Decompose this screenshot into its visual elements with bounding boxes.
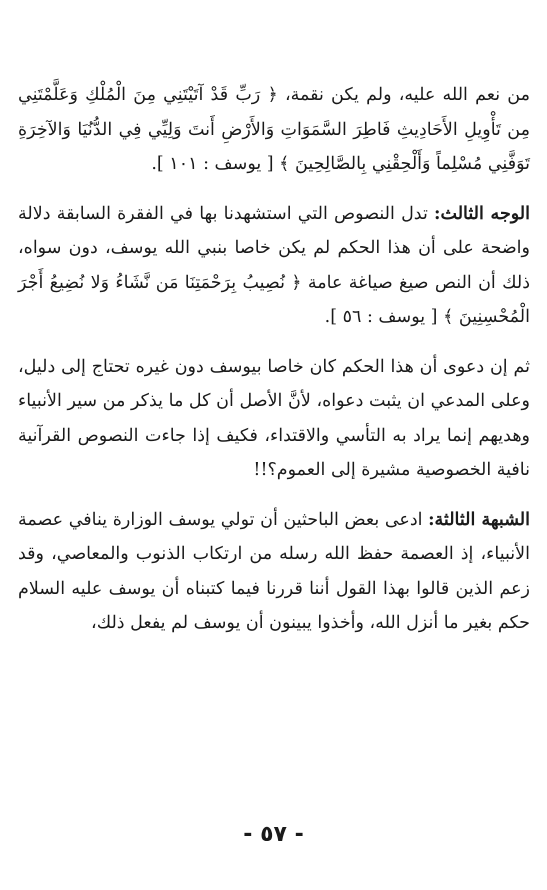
paragraph-4-text: ادعى بعض الباحثين أن تولي يوسف الوزارة ينافي عصمة الأنبياء، إذ العصمة حفظ الله رسله من ارتكاب الذنوب والمعاصي، وقد زعم الذين قالوا بهذا القول أننا قررنا فيما كتبناه أن يوسف عليه السلام حكم بغير ما أنزل الله، وأخذوا يبينون أن يوسف لم يفعل ذلك، [18,509,530,633]
paragraph-3-text: ثم إن دعوى أن هذا الحكم كان خاصا بيوسف دون غيره تحتاج إلى دليل، وعلى المدعي ان يثبت دعواه، لأنَّ الأصل أن كل ما يذكر من سير الأنبياء وهديهم إنما يراد به التأسي والاقتداء، فكيف إذا جاءت النصوص القرآنية نافية الخصوصية مشيرة إلى العموم؟!! [18,356,530,480]
paragraph-1-text: من نعم الله عليه، ولم يكن نقمة، ﴿ رَبِّ قَدْ آتَيْتَنِي مِنَ الْمُلْكِ وَعَلَّمْتَنِي مِن تَأْوِيلِ الأَحَادِيثِ فَاطِرَ السَّمَوَاتِ وَالأَرْضِ أَنتَ وَلِيِّي فِي الدُّنُيَا وَالآخِرَةِ تَوَفَّنِي مُسْلِماً وَأَلْحِقْنِي بِالصَّالِحِينَ ﴾ [ يوسف : [18,85,530,174]
page-number: - ٥٧ - [243,822,304,847]
paragraph-2 [18,197,530,335]
page-body [18,78,530,641]
paragraph-1 [18,78,530,182]
paragraph-3 [18,350,530,488]
paragraph-2-text: تدل النصوص التي استشهدنا بها في الفقرة السابقة دلالة واضحة على أن هذا الحكم لم يكن خاصا بنبي الله يوسف، دون سواه، ذلك أن النص صيغ صياغة عامة ﴿ نُصِيبُ بِرَحْمَتِنَا مَن نَّشَاءُ وَلا نُضِيعُ أَجْرَ الْمُحْسِنِينَ ﴾ [ يوسف : ٥٦ ]. [18,203,530,327]
paragraph-4 [18,503,530,641]
paragraph-4-heading: الشبهة الثالثة: [428,509,530,530]
paragraph-2-heading: الوجه الثالث: [434,203,530,224]
paragraph-1-ref: ١٠١ ]. [151,154,198,174]
